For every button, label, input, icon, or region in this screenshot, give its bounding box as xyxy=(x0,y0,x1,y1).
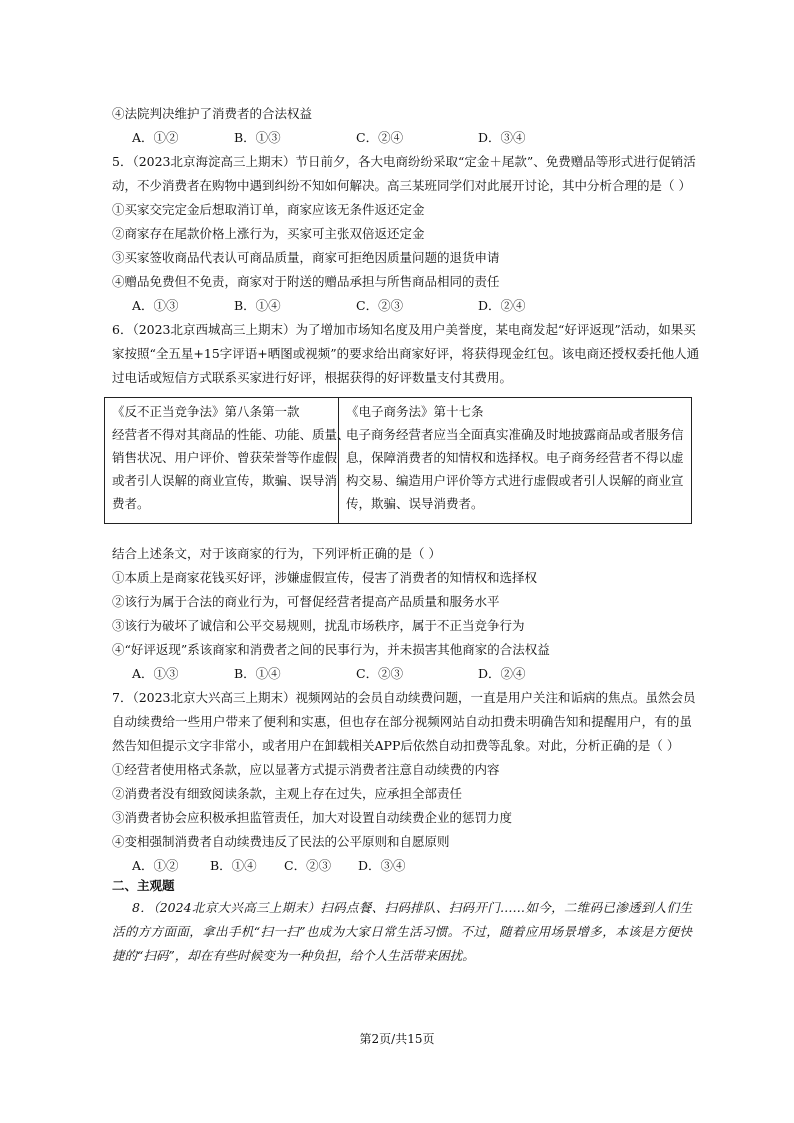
q5-item-3: ③买家签收商品代表认可商品质量，商家可拒绝因质量问题的退货申请 xyxy=(112,250,500,265)
q6-stem-line-1: 6．（2023北京西城高三上期末）为了增加市场知名度及用户美誉度，某电商发起“好评返现”活动，如果买 xyxy=(112,322,696,337)
q4-option-d[interactable]: D．③④ xyxy=(478,130,526,145)
q6-item-2: ②该行为属于合法的商业行为，可督促经营者提高产品质量和服务水平 xyxy=(112,594,500,609)
q6-option-c[interactable]: C．②③ xyxy=(356,666,404,681)
q4-option-c[interactable]: C．②④ xyxy=(356,130,404,145)
q6-stem-line-2: 家按照“全五星+15字评语+晒图或视频”的要求给出商家好评，将获得现金红包。该电商还授权委托他人通 xyxy=(112,346,700,361)
q4-options xyxy=(132,130,692,146)
law-comparison-table xyxy=(104,397,692,524)
law-text-line: 经营者不得对其商品的性能、功能、质量、 xyxy=(112,427,350,442)
q6-options xyxy=(132,666,692,682)
law-text-line: 息，保障消费者的知情权和选择权。电子商务经营者不得以虚 xyxy=(346,450,684,465)
law-text-line: 电子商务经营者应当全面真实准确及时地披露商品或者服务信 xyxy=(346,427,684,442)
q7-options xyxy=(132,858,532,874)
law-text-line: 传，欺骗、误导消费者。 xyxy=(346,496,484,511)
law-text-line: 构交易、编造用户评价等方式进行虚假或者引人误解的商业宣 xyxy=(346,473,684,488)
law-text-line: 费者。 xyxy=(112,496,150,511)
q5-option-b[interactable]: B．①④ xyxy=(234,298,281,313)
q7-option-a[interactable]: A．①② xyxy=(132,858,179,873)
law-title-e-commerce: 《电子商务法》第十七条 xyxy=(346,404,484,419)
table-cell-left xyxy=(112,400,350,515)
q7-item-1: ①经营者使用格式条款，应以显著方式提示消费者注意自动续费的内容 xyxy=(112,762,500,777)
table-divider xyxy=(338,398,339,523)
q5-item-2: ②商家存在尾款价格上涨行为，买家可主张双倍返还定金 xyxy=(112,226,425,241)
q6-item-1: ①本质上是商家花钱买好评，涉嫌虚假宣传，侵害了消费者的知情权和选择权 xyxy=(112,570,538,585)
q5-stem-line-2: 动，不少消费者在购物中遇到纠纷不知如何解决。高三某班同学们对此展开讨论，其中分析合理的是（ ） xyxy=(112,178,691,193)
q5-item-1: ①买家交完定金后想取消订单，商家应该无条件返还定金 xyxy=(112,202,425,217)
q6-option-d[interactable]: D．②④ xyxy=(478,666,526,681)
q4-option-a[interactable]: A．①② xyxy=(132,130,179,145)
law-title-anti-unfair-competition: 《反不正当竞争法》第八条第一款 xyxy=(112,404,300,419)
page-number: 第2页/共15页 xyxy=(359,1032,435,1046)
table-cell-right xyxy=(346,400,686,515)
q5-option-d[interactable]: D．②④ xyxy=(478,298,526,313)
q7-stem-line-1: 7．（2023北京大兴高三上期末）视频网站的会员自动续费问题，一直是用户关注和诟病的焦点。虽然会员 xyxy=(112,690,696,705)
law-text-line: 或者引人误解的商业宣传，欺骗、误导消 xyxy=(112,473,338,488)
q7-item-4: ④变相强制消费者自动续费违反了民法的公平原则和自愿原则 xyxy=(112,834,450,849)
q7-option-d[interactable]: D．③④ xyxy=(358,858,406,873)
q8-stem-line-2: 活的方方面面，拿出手机“扫一扫”也成为大家日常生活习惯。不过，随着应用场景增多，本该是方便快 xyxy=(112,924,692,939)
q7-item-2: ②消费者没有细致阅读条款，主观上存在过失，应承担全部责任 xyxy=(112,786,463,801)
q6-item-4: ④“好评返现”系该商家和消费者之间的民事行为，并未损害其他商家的合法权益 xyxy=(112,642,550,657)
section-heading: 二、主观题 xyxy=(112,878,175,893)
q7-option-c[interactable]: C．②③ xyxy=(284,858,332,873)
q6-stem-line-3: 过电话或短信方式联系买家进行好评，根据获得的好评数量支付其费用。 xyxy=(112,370,513,385)
q8-stem-line-3: 捷的“扫码”，却在有些时候变为一种负担，给个人生活带来困扰。 xyxy=(112,948,475,963)
q6-item-3: ③该行为破坏了诚信和公平交易规则，扰乱市场秩序，属于不正当竞争行为 xyxy=(112,618,525,633)
q4-item-4: ④法院判决维护了消费者的合法权益 xyxy=(112,106,313,121)
q7-option-b[interactable]: B．①④ xyxy=(210,858,257,873)
q8-stem-line-1: 8．（2024北京大兴高三上期末）扫码点餐、扫码排队、扫码开门……如今，二维码已渗透到人们生 xyxy=(132,900,692,915)
q6-option-b[interactable]: B．①④ xyxy=(234,666,281,681)
q6-question: 结合上述条文，对于该商家的行为，下列评析正确的是（ ） xyxy=(112,546,441,561)
q7-stem-line-3: 然告知但提示文字非常小，或者用户在卸载相关APP后依然自动扣费等乱象。对此，分析正确的是（ ） xyxy=(112,738,680,753)
q7-stem-line-2: 自动续费给一些用户带来了便利和实惠，但也存在部分视频网站自动扣费未明确告知和提醒用户，有的虽 xyxy=(112,714,692,729)
q5-option-a[interactable]: A．①③ xyxy=(132,298,179,313)
q7-item-3: ③消费者协会应积极承担监管责任，加大对设置自动续费企业的惩罚力度 xyxy=(112,810,513,825)
q5-option-c[interactable]: C．②③ xyxy=(356,298,404,313)
q5-item-4: ④赠品免费但不免责，商家对于附送的赠品承担与所售商品相同的责任 xyxy=(112,274,500,289)
q4-option-b[interactable]: B．①③ xyxy=(234,130,281,145)
law-text-line: 销售状况、用户评价、曾获荣誉等作虚假 xyxy=(112,450,338,465)
q6-option-a[interactable]: A．①③ xyxy=(132,666,179,681)
q5-options xyxy=(132,298,692,314)
q5-stem-line-1: 5．（2023北京海淀高三上期末）节日前夕，各大电商纷纷采取“定金＋尾款”、免费赠品等形式进行促销活 xyxy=(112,154,696,169)
